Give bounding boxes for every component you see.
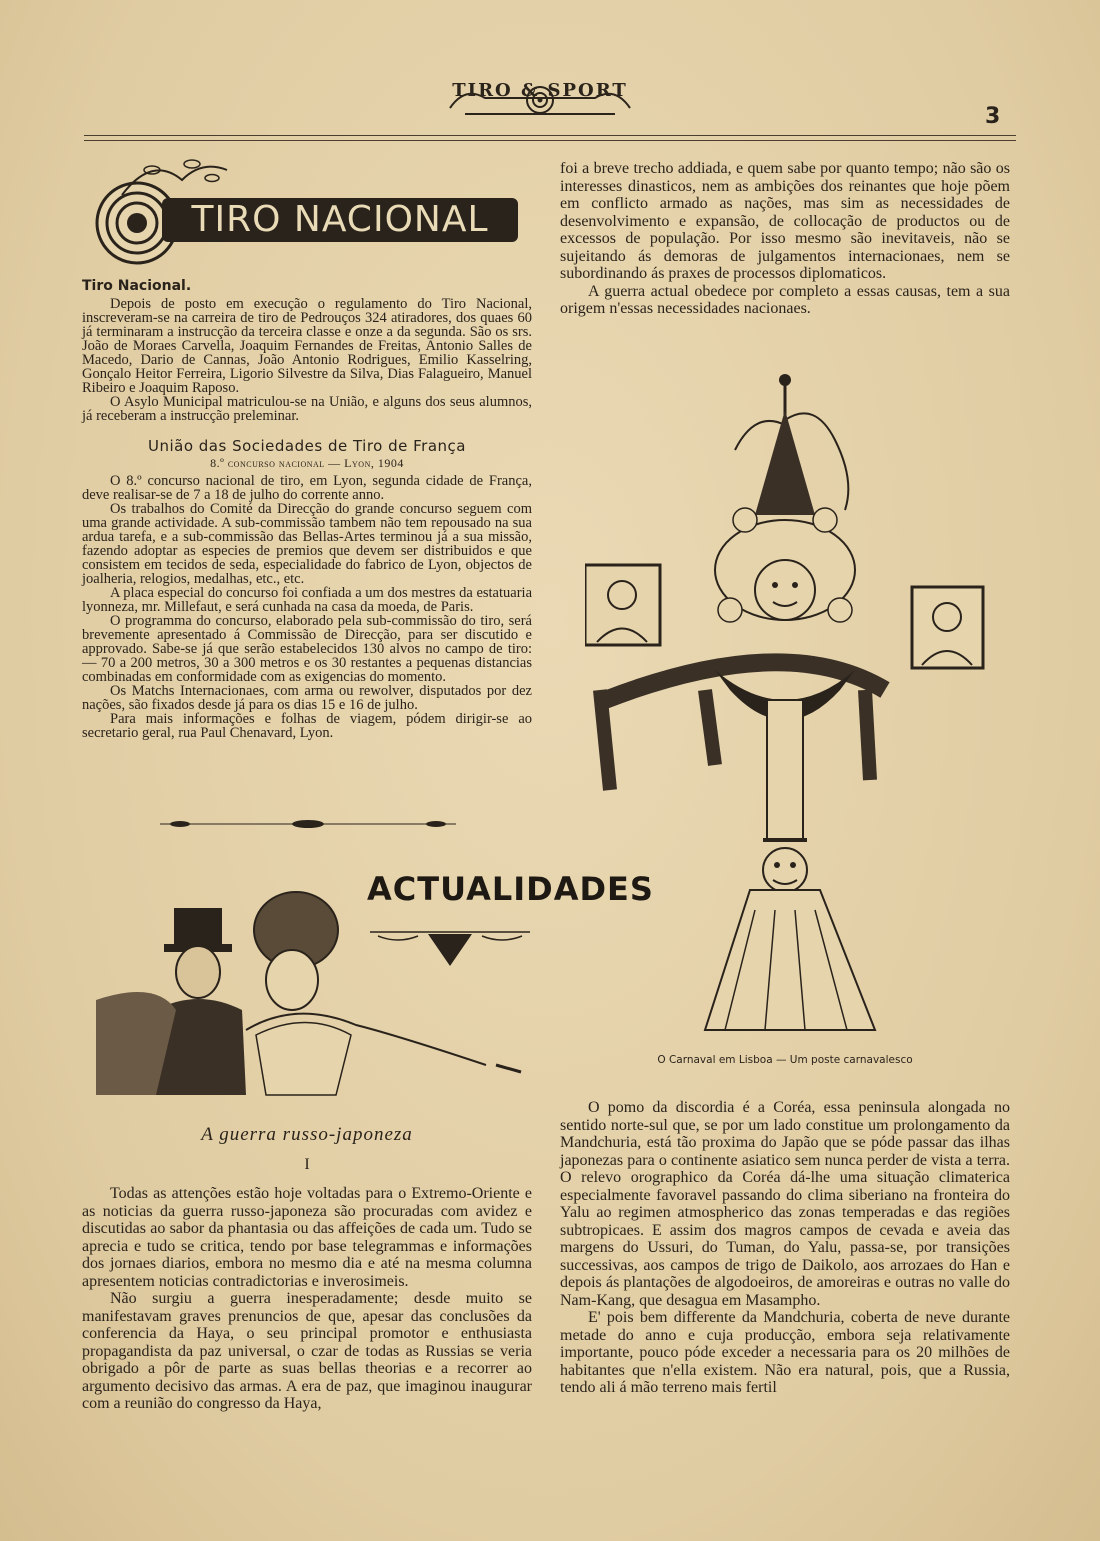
page-number: 3 (985, 104, 1001, 129)
right-paragraph: A guerra actual obedece por completo a essas causas, tem a sua origem n'essas necessidades nacionaes. (560, 282, 1010, 317)
essay-paragraph: Todas as attenções estão hoje voltadas para o Extremo-Oriente e as noticias da guerra russo-japoneza são procuradas com avidez e discutidas ao sabor da phantasia ou das affeições de cada um. Tudo se aprecia e tudo se critica, tendo por base telegrammas e informações dos jornaes diarios, embora no mesmo dia e até na mesma columna apresentem noticias contradictorias e inverosimeis. (82, 1185, 532, 1290)
tiro-nacional-banner (92, 150, 522, 260)
right-column-bottom (560, 1099, 1010, 1397)
divider-ornament (160, 818, 456, 830)
essay-paragraph: Não surgiu a guerra inesperadamente; desde muito se manifestavam graves prenuncios de que, apesar das conclusões da conferencia da Haya, o seu principal promotor e enthusiasta propagandista da paz universal, o czar de todas as Russias se veria obrigado a pôr de parte as suas bellas theorias e a recorrer ao argumento decisivo das armas. A era de paz, que imaginou inaugurar com a reunião do congresso da Haya, (82, 1290, 532, 1412)
leaf-ornament-icon (112, 150, 232, 200)
essay-title: A guerra russo-japoneza (201, 1124, 413, 1145)
left-column-top (82, 279, 532, 740)
banner-title: TIRO NACIONAL (191, 199, 489, 240)
uniao-paragraph: O 8.º concurso nacional de tiro, em Lyon, segunda cidade de França, deve realisar-se de 7 a 18 de julho do corrente anno. (82, 473, 532, 503)
right-column-top (560, 160, 1010, 318)
right-paragraph: E' pois bem differente da Mandchuria, coberta de neve durante metade do anno e cuja producção, embora seja relativamente importante, pouco póde exceder a necessaria para os 20 milhões de habitantes que n'ella existem. Não era natural, pois, que a Russia, tendo ali á mão terreno mais fertil (560, 1309, 1010, 1396)
uniao-paragraph: Os trabalhos do Comité da Direcção do grande concurso seguem com uma grande actividade. A sub-commissão tambem não tem repousado na sua ardua tarefa, e a sub-commissão das Bellas-Artes terminou já a sua missão, fazendo adoptar as especies de premios que devem ser distribuidos e que consistem em tecidos de seda, especialidade do fabrico de Lyon, objectos de joalheria, relogios, medalhas, etc., etc. (82, 501, 532, 587)
uniao-paragraph: A placa especial do concurso foi confiada a um dos mestres da estatuaria lyonneza, mr. Millefaut, e será cunhada na casa da moeda, de Paris. (82, 585, 532, 615)
actualidades-title: ACTUALIDADES (367, 870, 654, 908)
uniao-paragraph: Para mais informações e folhas de viagem, pódem dirigir-se ao secretario geral, rua Paul Chenavard, Lyon. (82, 711, 532, 741)
essay-numeral: I (304, 1156, 310, 1173)
illustration-caption: O Carnaval em Lisboa — Um poste carnavalesco (657, 1054, 913, 1066)
portrait-right-icon (910, 585, 985, 670)
uniao-heading: União das Sociedades de Tiro de França (147, 437, 466, 455)
carnival-pole-illustration (585, 370, 905, 1040)
uniao-paragraph: Os Matchs Internacionaes, com arma ou rewolver, disputados por dez nações, são fixados desde já para os dias 15 e 16 de julho. (82, 683, 532, 713)
uniao-subheading: 8.º concurso nacional — Lyon, 1904 (210, 456, 404, 470)
uniao-paragraph: O programma do concurso, elaborado pela sub-commissão do tiro, será brevemente apresentado á Commissão de Direcção, para ser discutido e approvado. Sabe-se já que serão estabelecidos 130 alvos no campo de tiro: — 70 a 200 metros, 30 a 300 metros e os 30 restantes a pequenas distancias combinadas em conformidade com as exigencias do momento. (82, 613, 532, 685)
actualidades-ornament (368, 920, 532, 970)
tiro-nacional-paragraph: Depois de posto em execução o regulamento do Tiro Nacional, inscreveram-se na carreira de tiro de Pedrouços 324 atiradores, dos quaes 60 já terminaram a instrucção da terceira classe e onze a da segunda. São os srs. João de Moraes Carvella, Joaquim Fernandes de Freitas, Antonio Salles de Macedo, Dario de Cannas, João Antonio Rodrigues, Emilio Kasselring, Gonçalo Heitor Ferreira, Ligorio Silvestre da Silva, Dias Falagueiro, Manuel Ribeiro e Joaquim Raposo. (82, 296, 532, 396)
tiro-nacional-paragraph: O Asylo Municipal matriculou-se na União, e alguns dos seus alumnos, já receberam a instrucção preleminar. (82, 394, 532, 424)
masthead-title: TIRO & SPORT (452, 80, 628, 101)
tiro-nacional-heading: Tiro Nacional. (82, 278, 192, 294)
right-paragraph: foi a breve trecho addiada, e quem sabe por quanto tempo; não são os interesses dinasticos, nem as ambições dos reinantes que hoje põem em conflicto armado as nações, mas sim as necessidades de desenvolvimento e expansão, de collocação de productos ou de excessos de população. Por isso mesmo são inevitaveis, não se sujeitando ás demoras de julgamentos internacionaes, nem se subordinando ás praxes de processos diplomaticos. (560, 160, 1010, 282)
header-rule (84, 135, 1016, 141)
right-paragraph: O pomo da discordia é a Coréa, essa peninsula alongada no sentido norte-sul que, se por um lado constitue um prolongamento da Mandchuria, está tão proxima do Japão que se póde passar das ilhas japonezas para o continente asiatico sem nunca perder de vista a terra. O relevo orographico da Coréa dá-lhe uma situação climaterica especialmente favoravel passando do clima siberiano na fronteira do Yalu ao regimen atmospherico das zonas temperadas e das regiões subtropicaes. E assim dos magros campos de cevada e aveia das margens do Ussuri, do Tuman, do Yalu, passa-se, por transições successivas, aos campos de trigo de Daikolo, aos arrozaes do Han e depois ás plantações de algodoeiros, de amoreiras e outras no valle do Nam-Kang, que desagua em Masampho. (560, 1099, 1010, 1309)
essay-column (82, 1185, 532, 1413)
